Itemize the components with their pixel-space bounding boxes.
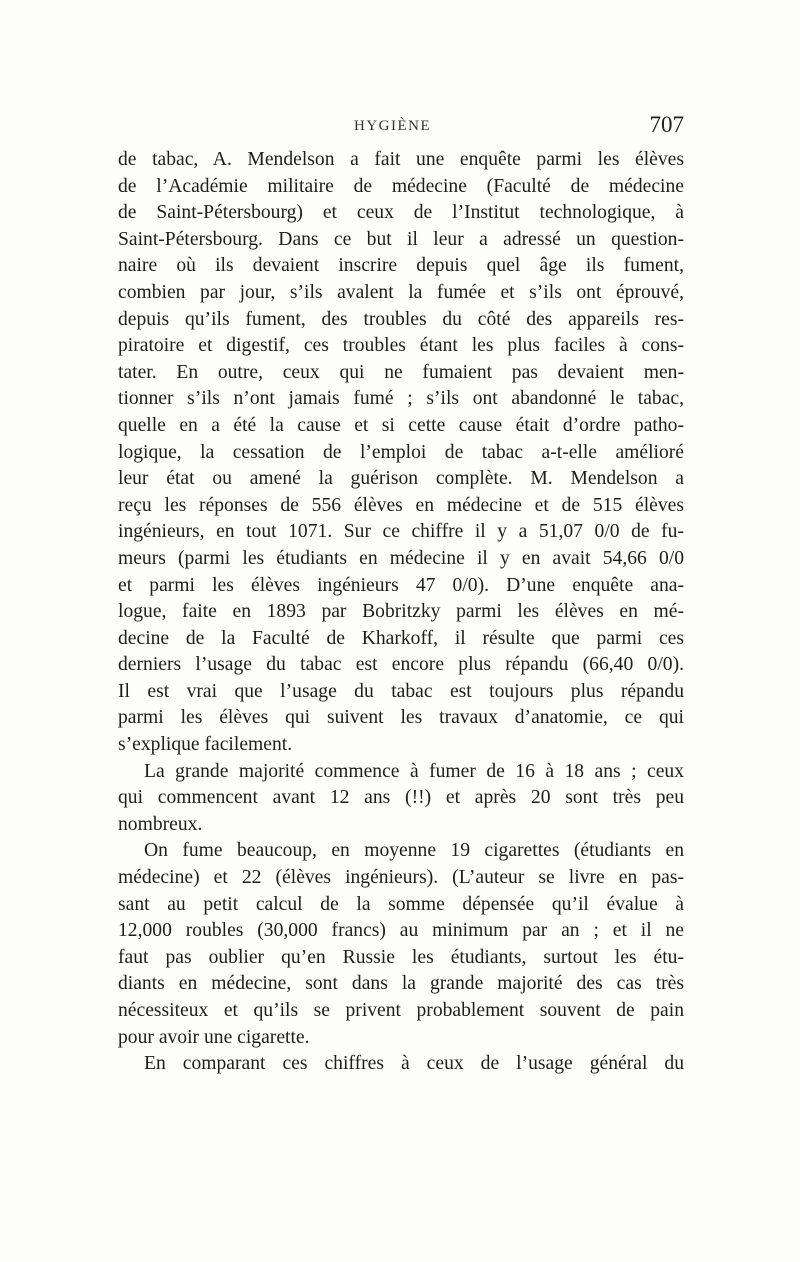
text-line: de tabac, A. Mendelson a fait une enquête parmi les élèves [118,149,684,170]
paragraph-1 [118,147,684,759]
text-line: Saint-Pétersbourg. Dans ce but il leur a adressé un question- [118,228,684,250]
text-line: qui commencent avant 12 ans (!!) et après 20 sont très peu [118,787,684,809]
text-line: pour avoir une cigarette. [118,1026,310,1048]
text-line: de l’Académie militaire de médecine (Faculté de médecine [118,175,684,197]
text-line: ingénieurs, en tout 1071. Sur ce chiffre il y a 51,07 0/0 de fu- [118,521,684,543]
text-line: tionner s’ils n’ont jamais fumé ; s’ils ont abandonné le tabac, [118,388,684,410]
text-line: On fume beaucoup, en moyenne 19 cigarettes (étudiants en [144,840,684,862]
text-line: derniers l’usage du tabac est encore plus répandu (66,40 0/0). [118,654,684,676]
page-number: 707 [649,112,684,137]
text-line: s’explique facilement. [118,734,293,756]
text-line: naire où ils devaient inscrire depuis quel âge ils fument, [118,255,684,277]
text-line: En comparant ces chiffres à ceux de l’usage général du [144,1053,684,1075]
text-line: 12,000 roubles (30,000 francs) au minimum par an ; et il ne [118,920,684,942]
text-line: de Saint-Pétersbourg) et ceux de l’Institut technologique, à [118,202,684,224]
running-title: HYGIÈNE [354,118,432,134]
text-line: tater. En outre, ceux qui ne fumaient pas devaient men- [118,361,684,383]
text-line: piratoire et digestif, ces troubles étant les plus faciles à cons- [118,335,684,357]
text-line: quelle en a été la cause et si cette cause était d’ordre patho- [118,414,684,436]
text-line: combien par jour, s’ils avalent la fumée et s’ils ont éprouvé, [118,281,684,303]
text-line: logique, la cessation de l’emploi de tabac a-t-elle amélioré [118,441,684,463]
text-line: depuis qu’ils fument, des troubles du côté des appareils res- [118,308,684,330]
text-line: logue, faite en 1893 par Bobritzky parmi les élèves en mé- [118,601,684,623]
text-line: parmi les élèves qui suivent les travaux d’anatomie, ce qui [118,707,684,729]
paragraph-2 [118,759,684,839]
text-line: La grande majorité commence à fumer de 16 à 18 ans ; ceux [144,760,684,782]
text-line: reçu les réponses de 556 élèves en médecine et de 515 élèves [118,494,684,516]
body-text [118,147,684,1078]
text-line: nombreux. [118,813,203,835]
text-line: diants en médecine, sont dans la grande majorité des cas très [118,973,684,995]
text-line: et parmi les élèves ingénieurs 47 0/0). D’une enquête ana- [118,574,684,596]
text-line: faut pas oublier qu’en Russie les étudiants, surtout les étu- [118,946,684,968]
text-line: médecine) et 22 (élèves ingénieurs). (L’auteur se livre en pas- [118,867,684,889]
text-line: Il est vrai que l’usage du tabac est toujours plus répandu [118,680,684,702]
page-header [118,112,684,144]
paragraph-4 [118,1051,684,1078]
text-line: leur état ou amené la guérison complète. M. Mendelson a [118,468,684,490]
text-line: sant au petit calcul de la somme dépensée qu’il évalue à [118,893,684,915]
paragraph-3 [118,838,684,1051]
text-line: meurs (parmi les étudiants en médecine il y en avait 54,66 0/0 [118,547,684,569]
text-line: nécessiteux et qu’ils se privent probablement souvent de pain [118,1000,684,1021]
text-line: decine de la Faculté de Kharkoff, il résulte que parmi ces [118,627,684,649]
